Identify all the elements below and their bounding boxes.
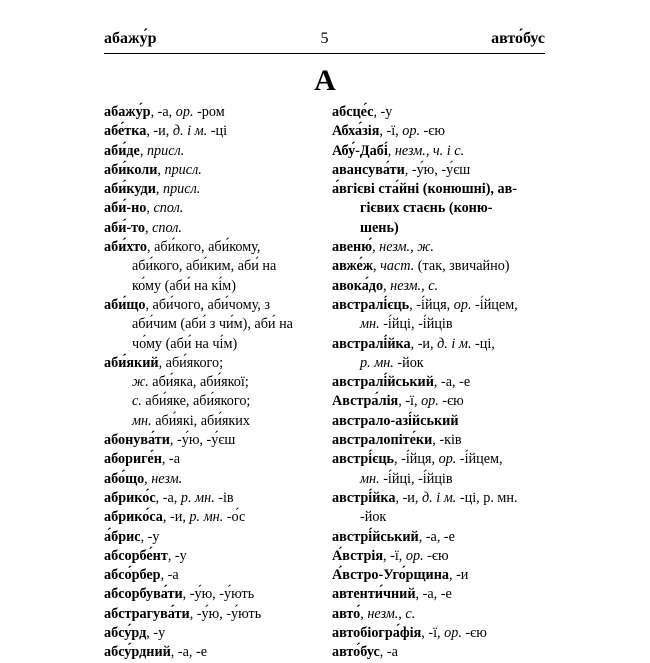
entry-headword: Абу́-Дабі́ xyxy=(332,142,388,159)
grammar-label: мн. xyxy=(360,316,380,333)
dictionary-entry xyxy=(104,161,314,180)
entry-headword: абсце́с xyxy=(332,104,374,120)
entry-text: , xyxy=(139,142,147,159)
entry-headword: автенти́чний xyxy=(332,586,416,603)
entry-text: аби́кого, аби́ким, аби́ на xyxy=(132,258,277,275)
dictionary-entry xyxy=(104,470,314,489)
grammar-label: д. і м. xyxy=(172,123,208,140)
dictionary-entry xyxy=(332,605,547,624)
dictionary-entry xyxy=(332,547,547,566)
grammar-label: присл. xyxy=(146,142,185,159)
dictionary-entry xyxy=(332,585,547,604)
entry-text: -ів xyxy=(214,489,234,506)
entry-text: -і́йцем, xyxy=(471,296,518,313)
entry-text: , xyxy=(146,200,154,217)
grammar-label: ор. xyxy=(402,123,420,140)
entry-text: ко́му (аби́ на кі́м) xyxy=(132,277,236,294)
entry-text: -єю xyxy=(420,123,445,140)
entry-text: , xyxy=(360,605,368,622)
grammar-label: р. мн. xyxy=(180,489,215,506)
entry-text: чо́му (аби́ на чі́м) xyxy=(132,335,238,352)
entry-text: , xyxy=(372,239,380,256)
entry-text: , xyxy=(157,161,165,178)
entry-headword: абсу́рд xyxy=(104,625,147,642)
entry-headword: абе́тка xyxy=(104,123,147,140)
entry-text: -і́йцем, xyxy=(456,451,503,468)
entry-headword: аби́що xyxy=(104,296,146,313)
entry-headword: австралі́йка xyxy=(332,335,411,352)
grammar-label: д. і м. xyxy=(437,335,472,352)
entry-continuation xyxy=(332,354,547,373)
entry-text: , -а xyxy=(160,567,179,584)
entry-text: , -и xyxy=(448,567,469,584)
entry-continuation xyxy=(104,373,314,392)
entry-text: (так, звичайно) xyxy=(414,258,510,275)
grammar-label: незм., ч. і с. xyxy=(394,142,465,159)
dictionary-entry xyxy=(332,238,547,257)
entry-text: , -и, xyxy=(162,509,190,526)
entry-text: -і́йці, -і́йців xyxy=(379,470,453,487)
entry-text: , xyxy=(144,219,153,236)
entry-headword: автобіогра́фія xyxy=(332,625,422,642)
entry-headword: абрико́са xyxy=(104,509,163,526)
entry-text: -о́с xyxy=(223,509,246,526)
entry-text: , -и, xyxy=(146,123,173,140)
entry-headword: абрико́с xyxy=(104,489,156,506)
entry-text: , -а xyxy=(379,644,398,661)
dictionary-entry xyxy=(104,122,314,141)
header-first-headword: абажу́р xyxy=(104,30,157,47)
entry-headword: авже́ж xyxy=(332,258,374,275)
entry-headword: авто́бус xyxy=(332,644,380,661)
entry-headword: аби́-то xyxy=(104,219,145,236)
entry-text: аби́яке, аби́якого; xyxy=(141,393,251,410)
page-number: 5 xyxy=(320,30,329,47)
entry-headword: гієвих стаєнь (коню- xyxy=(360,200,493,217)
entry-headword: А́встрія xyxy=(332,547,384,564)
entry-headword: аби́хто xyxy=(104,239,147,256)
entry-headword: А́встро-Уго́рщина xyxy=(332,567,449,584)
grammar-label: ж. xyxy=(132,374,149,391)
grammar-label: ор. xyxy=(405,547,424,564)
entry-text: , -а, -е xyxy=(418,528,455,545)
running-header xyxy=(104,30,545,52)
dictionary-entry xyxy=(332,643,547,662)
dictionary-entry xyxy=(104,431,314,450)
entry-text: -ці, xyxy=(471,335,495,352)
dictionary-entry xyxy=(332,103,547,122)
dictionary-entry xyxy=(104,605,314,624)
grammar-label: незм., с. xyxy=(367,605,416,622)
entry-text: , -а, xyxy=(155,489,181,506)
entry-text: , -і́йця, xyxy=(409,296,454,313)
dictionary-entry xyxy=(332,277,547,296)
dictionary-entry xyxy=(332,528,547,547)
entry-headword: австралопіте́ки xyxy=(332,432,433,449)
entry-continuation xyxy=(104,392,314,411)
grammar-label: мн. xyxy=(132,412,152,429)
entry-text: , -ї, xyxy=(421,625,445,642)
dictionary-entry xyxy=(332,489,547,508)
dictionary-entry xyxy=(104,624,314,643)
grammar-label: ор. xyxy=(444,625,462,642)
entry-text: , -у xyxy=(146,625,166,642)
dictionary-entry xyxy=(104,528,314,547)
entry-text: , xyxy=(383,277,391,294)
dictionary-entry xyxy=(104,180,314,199)
entry-continuation xyxy=(104,277,314,296)
section-letter: А xyxy=(314,64,336,97)
grammar-label: спол. xyxy=(152,219,182,236)
dictionary-entry xyxy=(104,450,314,469)
dictionary-entry xyxy=(332,161,547,180)
grammar-label: присл. xyxy=(162,181,201,198)
dictionary-entry xyxy=(332,180,547,199)
dictionary-entry xyxy=(332,412,547,431)
grammar-label: незм., с. xyxy=(390,277,439,294)
entry-text: , -и, xyxy=(395,489,422,506)
dictionary-entry xyxy=(104,199,314,218)
dictionary-entry xyxy=(332,219,547,238)
entry-text: , аби́чого, аби́чому, з xyxy=(145,296,270,313)
dictionary-entry xyxy=(104,585,314,604)
entry-headword: австрі́єць xyxy=(332,451,395,468)
grammar-label: присл. xyxy=(164,161,202,178)
entry-text: -єю xyxy=(461,625,487,642)
entry-text: , -у́ю, -у́ють xyxy=(182,586,255,603)
entry-headword: аби́куди xyxy=(104,181,156,198)
dictionary-entry xyxy=(332,142,547,161)
dictionary-entry xyxy=(104,296,314,315)
dictionary-entry xyxy=(104,238,314,257)
entry-text: , xyxy=(373,258,381,275)
entry-continuation xyxy=(104,412,314,431)
entry-headword: авто́ xyxy=(332,605,361,622)
entry-text: , аби́кого, аби́кому, xyxy=(146,239,261,256)
entry-text: , -ї, xyxy=(379,123,403,140)
dictionary-entry xyxy=(104,354,314,373)
grammar-label: незм., ж. xyxy=(379,239,434,256)
entry-headword: аби́коли xyxy=(104,161,158,178)
entry-text: , -ї, xyxy=(398,393,422,410)
entry-continuation xyxy=(104,335,314,354)
entry-headword: шень) xyxy=(360,219,399,236)
entry-text: , -у xyxy=(140,528,160,545)
entry-text: , -а, xyxy=(150,104,176,120)
dictionary-entry xyxy=(332,199,547,218)
entry-text: -йок xyxy=(393,354,424,371)
entry-text: , -у́ю, -у́єш xyxy=(404,161,471,178)
grammar-label: д. і м. xyxy=(421,489,457,506)
dictionary-entry xyxy=(104,142,314,161)
entry-headword: австралі́йський xyxy=(332,374,434,391)
entry-headword: абажу́р xyxy=(104,104,151,120)
entry-headword: або́що xyxy=(104,470,145,487)
entry-headword: абориге́н xyxy=(104,451,162,468)
entry-headword: а́вгієві ста́йні (конюшні), ав- xyxy=(332,181,518,198)
entry-headword: австралі́єць xyxy=(332,296,410,313)
entry-headword: аби́який xyxy=(104,354,159,371)
entry-text: , xyxy=(387,142,395,159)
dictionary-entry xyxy=(332,122,547,141)
entry-text: , xyxy=(155,181,163,198)
entry-headword: абсу́рдний xyxy=(104,644,171,661)
dictionary-entry xyxy=(104,219,314,238)
entry-text: , -і́йця, xyxy=(394,451,439,468)
dictionary-entry xyxy=(332,431,547,450)
entry-text: , -у́ю, -у́єш xyxy=(169,432,236,449)
entry-continuation xyxy=(332,315,547,334)
entry-text: -йок xyxy=(360,509,387,526)
grammar-label: ор. xyxy=(421,393,439,410)
entry-text: , -у xyxy=(373,104,393,120)
dictionary-entry xyxy=(104,566,314,585)
entry-headword: абонува́ти xyxy=(104,432,170,449)
grammar-label: с. xyxy=(132,393,142,410)
dictionary-entry xyxy=(332,624,547,643)
entry-text: -єю xyxy=(438,393,464,410)
entry-text: -ром xyxy=(193,104,225,120)
grammar-label: спол. xyxy=(153,200,184,217)
entry-continuation xyxy=(104,257,314,276)
entry-text: аби́чим (аби́ з чи́м), аби́ на xyxy=(132,316,293,333)
grammar-label: р. мн. xyxy=(189,509,224,526)
entry-headword: Абха́зія xyxy=(332,123,380,140)
entry-headword: австрі́йка xyxy=(332,489,396,506)
grammar-label: част. xyxy=(380,258,415,275)
entry-text: , -а, -е xyxy=(415,586,452,603)
entry-text: -ці, р. мн. xyxy=(456,489,518,506)
entry-text: , -у́ю, -у́ють xyxy=(189,605,262,622)
entry-headword: абсорбува́ти xyxy=(104,586,183,603)
entry-text: , -а xyxy=(161,451,181,468)
dictionary-entry xyxy=(104,547,314,566)
grammar-label: мн. xyxy=(360,470,380,487)
entry-continuation xyxy=(332,470,547,489)
header-rule xyxy=(104,53,545,54)
entry-headword: а́брис xyxy=(104,528,141,545)
entry-headword: Австра́лія xyxy=(332,393,399,410)
entry-headword: абстрагува́ти xyxy=(104,605,190,622)
dictionary-entry xyxy=(104,103,314,122)
header-last-headword: авто́бус xyxy=(491,30,545,47)
entry-text: , -а, -е xyxy=(433,374,471,391)
grammar-label: незм. xyxy=(151,470,183,487)
dictionary-entry xyxy=(332,566,547,585)
entry-text: -і́йці, -і́йців xyxy=(379,316,453,333)
dictionary-entry xyxy=(104,489,314,508)
right-column xyxy=(332,103,547,663)
entry-text: аби́яка, аби́якої; xyxy=(148,374,249,391)
entry-text: , -ків xyxy=(432,432,462,449)
entry-headword: абсо́рбер xyxy=(104,567,161,584)
entry-headword: австрало-азі́йський xyxy=(332,412,459,429)
entry-headword: аби́де xyxy=(104,142,140,159)
left-column xyxy=(104,103,314,663)
entry-headword: аби́-но xyxy=(104,200,147,217)
grammar-label: ор. xyxy=(438,451,457,468)
dictionary-entry xyxy=(332,335,547,354)
dictionary-entry xyxy=(104,508,314,527)
grammar-label: р. мн. xyxy=(360,354,394,371)
dictionary-entry xyxy=(332,296,547,315)
entry-text: , -а, -е xyxy=(170,644,208,661)
entry-headword: авансува́ти xyxy=(332,161,405,178)
dictionary-entry xyxy=(332,392,547,411)
dictionary-entry xyxy=(332,373,547,392)
dictionary-entry xyxy=(332,450,547,469)
entry-headword: австрі́йський xyxy=(332,528,419,545)
entry-text: , -и, xyxy=(410,335,438,352)
entry-text: -ці xyxy=(207,123,228,140)
entry-text: , -ї, xyxy=(383,547,406,564)
entry-continuation xyxy=(332,508,547,527)
entry-text: , -у xyxy=(167,547,187,564)
entry-continuation xyxy=(104,315,314,334)
dictionary-entry xyxy=(332,257,547,276)
entry-headword: авеню́ xyxy=(332,239,373,256)
dictionary-entry xyxy=(104,643,314,662)
entry-text: , аби́якого; xyxy=(158,354,224,371)
entry-text: аби́які, аби́яких xyxy=(151,412,250,429)
entry-headword: авока́до xyxy=(332,277,384,294)
grammar-label: ор. xyxy=(453,296,472,313)
entry-headword: абсорбе́нт xyxy=(104,547,168,564)
entry-text: -єю xyxy=(423,547,449,564)
entry-text: , xyxy=(144,470,152,487)
grammar-label: ор. xyxy=(175,104,194,120)
